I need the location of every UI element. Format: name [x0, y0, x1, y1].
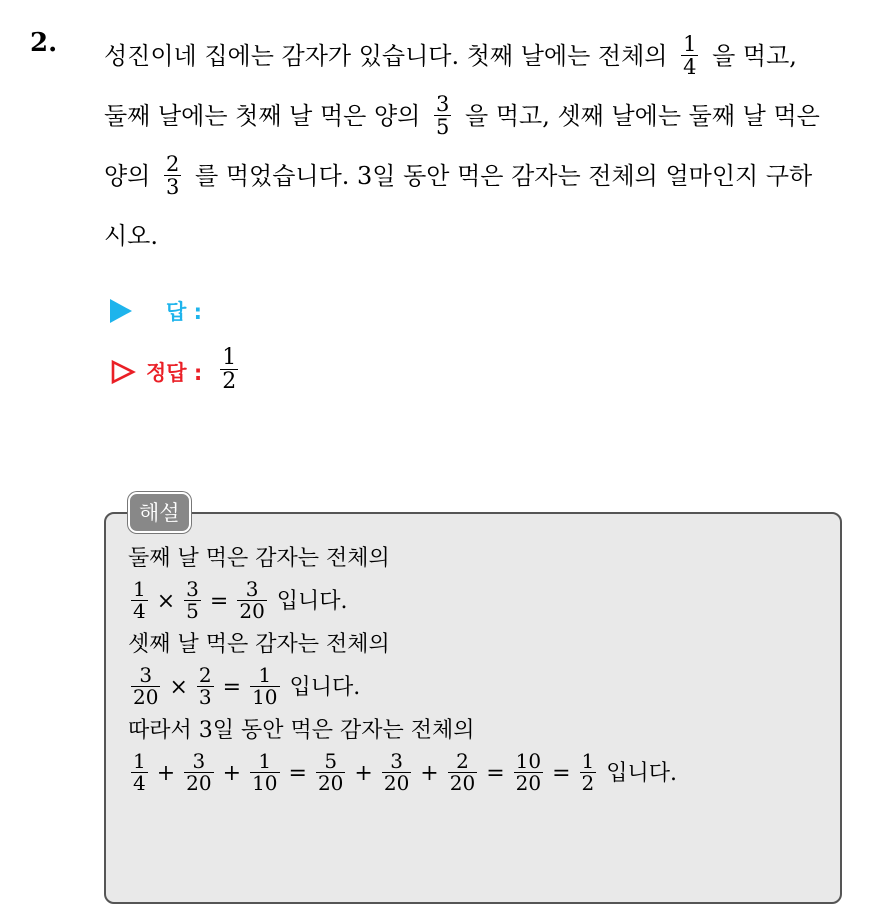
- fraction: [197, 662, 214, 709]
- fraction: [131, 576, 148, 623]
- denominator: 10: [252, 684, 278, 709]
- fraction: [316, 748, 345, 795]
- numerator: 1: [683, 31, 697, 56]
- answer-row: [110, 296, 202, 326]
- fraction: [580, 748, 597, 795]
- fraction: [184, 748, 213, 795]
- question-text: [104, 26, 864, 266]
- numerator: 2: [198, 662, 212, 687]
- denominator: 3: [166, 175, 180, 199]
- explanation-tail: 입니다.: [606, 761, 677, 786]
- numerator: 3: [390, 748, 403, 773]
- equals-symbol: =: [552, 761, 571, 786]
- question-segment: 양의: [104, 162, 151, 190]
- correct-answer-row: [110, 345, 244, 395]
- fraction-3-5: [434, 93, 451, 138]
- question-line-4: [104, 206, 864, 266]
- numerator: 1: [258, 662, 272, 687]
- fraction-2-3: [164, 153, 181, 198]
- denominator: 2: [581, 770, 595, 795]
- fraction: [250, 748, 279, 795]
- numerator: 2: [456, 748, 469, 773]
- fraction: [448, 748, 477, 795]
- numerator: 1: [133, 576, 146, 601]
- play-filled-icon: [110, 299, 132, 323]
- numerator: 3: [436, 91, 450, 116]
- denominator: 20: [317, 770, 344, 795]
- fraction: [382, 748, 411, 795]
- question-segment: 시오.: [104, 222, 158, 250]
- equals-symbol: =: [209, 589, 229, 614]
- plus-symbol: +: [420, 761, 439, 786]
- times-symbol: ×: [156, 589, 176, 614]
- denominator: 5: [436, 115, 450, 139]
- denominator: 20: [239, 598, 265, 623]
- correct-answer-label: 정답 :: [146, 360, 203, 385]
- times-symbol: ×: [169, 675, 188, 700]
- explanation-tab: 해설: [128, 492, 191, 533]
- numerator: 1: [133, 748, 146, 773]
- denominator: 3: [198, 684, 212, 709]
- numerator: 3: [245, 576, 259, 601]
- question-segment: 을 먹고, 셋째 날에는 둘째 날 먹은: [465, 102, 820, 130]
- numerator: 3: [186, 576, 199, 601]
- numerator: 1: [222, 345, 237, 370]
- equals-symbol: =: [288, 761, 307, 786]
- fraction: [514, 748, 543, 795]
- question-segment: 을 먹고,: [712, 42, 797, 70]
- denominator: 4: [133, 598, 146, 623]
- numerator: 1: [581, 748, 595, 773]
- numerator: 3: [139, 662, 153, 687]
- explanation-calc-2: [128, 660, 677, 716]
- numerator: 10: [515, 748, 542, 773]
- denominator: 4: [683, 55, 697, 79]
- numerator: 3: [192, 748, 206, 773]
- denominator: 20: [133, 684, 159, 709]
- question-line-2: [104, 86, 864, 146]
- equals-symbol: =: [222, 675, 242, 700]
- explanation-calc-1: [128, 574, 677, 630]
- answer-label: 답 :: [166, 300, 202, 324]
- explanation-line-1: 둘째 날 먹은 감자는 전체의: [128, 546, 390, 571]
- play-outline-icon: [110, 359, 136, 385]
- explanation-calc-3: [128, 746, 677, 802]
- fraction: [250, 662, 279, 709]
- explanation-line-3: 따라서 3일 동안 먹은 감자는 전체의: [128, 718, 475, 743]
- correct-answer-fraction: [220, 346, 238, 393]
- equals-symbol: =: [486, 761, 505, 786]
- denominator: 20: [186, 770, 212, 795]
- question-segment: 둘째 날에는 첫째 날 먹은 양의: [104, 102, 421, 130]
- denominator: 20: [383, 770, 410, 795]
- numerator: 5: [324, 748, 338, 773]
- question-segment: 를 먹었습니다. 3일 동안 먹은 감자는 전체의 얼마인지 구하: [195, 162, 813, 190]
- denominator: 20: [515, 770, 542, 795]
- explanation-content: [128, 544, 677, 802]
- fraction-1-4: [681, 33, 698, 78]
- question-line-3: [104, 146, 864, 206]
- plus-symbol: +: [354, 761, 373, 786]
- denominator: 20: [449, 770, 476, 795]
- numerator: 2: [166, 151, 180, 176]
- fraction: [237, 576, 266, 623]
- denominator: 10: [252, 770, 278, 795]
- denominator: 4: [133, 770, 146, 795]
- fraction: [184, 576, 201, 623]
- explanation-tail: 입니다.: [289, 675, 361, 700]
- explanation-tail: 입니다.: [276, 589, 348, 614]
- explanation-line-2: 셋째 날 먹은 감자는 전체의: [128, 632, 390, 657]
- question-segment: 성진이네 집에는 감자가 있습니다. 첫째 날에는 전체의: [104, 42, 668, 70]
- question-number: 2.: [30, 28, 58, 58]
- denominator: 5: [186, 598, 199, 623]
- plus-symbol: +: [156, 761, 176, 786]
- plus-symbol: +: [222, 761, 242, 786]
- denominator: 2: [222, 369, 237, 395]
- fraction: [131, 748, 148, 795]
- question-line-1: [104, 26, 864, 86]
- fraction: [131, 662, 160, 709]
- numerator: 1: [258, 748, 272, 773]
